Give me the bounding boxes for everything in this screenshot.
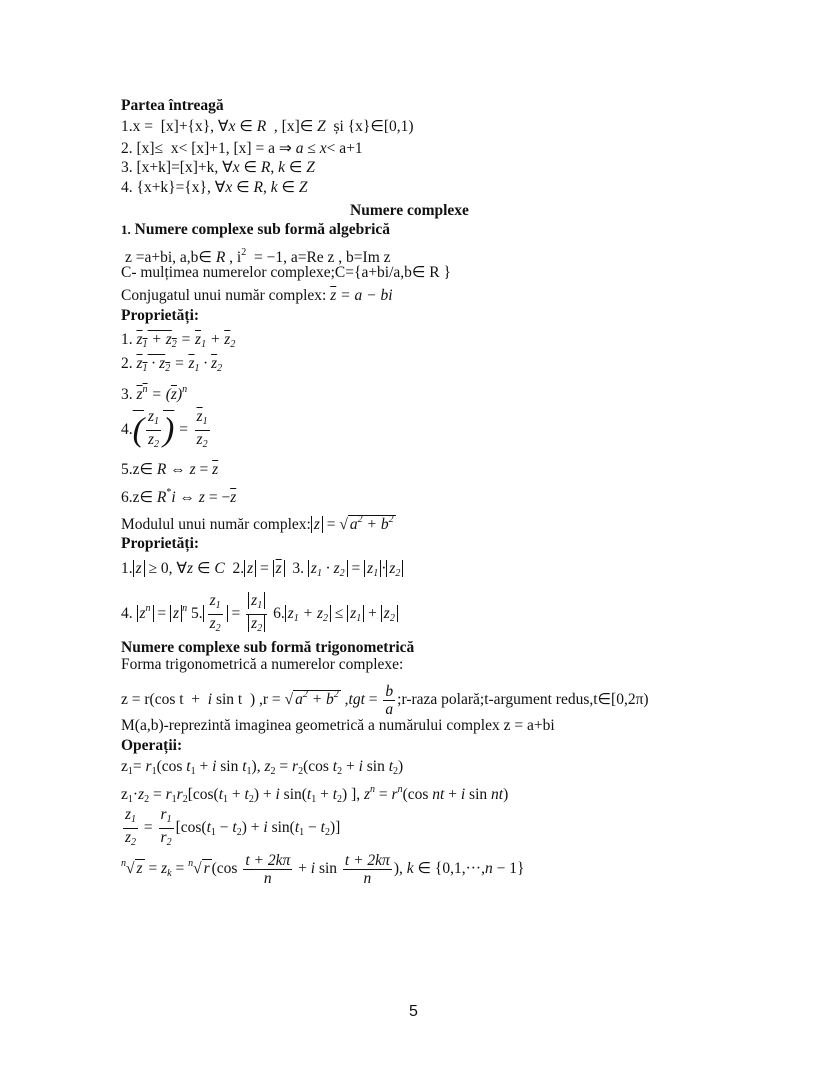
op-quotient: $\frac{z_1}{z_2}$ = $\frac{r_1}{r_2}$ [$\cos(t_1 - t_2) + i$ $\sin(t_1 - t_2)$]	[125, 806, 341, 848]
conj-prop-6: 6.z∈ R*i ⇔ $z = -\overline{z}$	[121, 487, 237, 506]
section-title-integer-part: Partea întreagă	[121, 97, 224, 114]
algebraic-definition: z =a+bi, a,b∈ R , $i^2 = -1$, a=Re z , b=Im z	[125, 247, 391, 266]
geometric-image: M(a,b)-reprezintă imaginea geometrică a numărului complex z = a+bi	[121, 717, 555, 734]
op-root: $^n$√ $z = z_k = ^n√$ r (cos $\frac{t + 2k\pi}{n}$ + i sin $\frac{t + 2k\pi}{n}$ ), k ∈ {0,1,···,n − 1}	[121, 852, 525, 887]
integer-prop-4: 4. {x+k}={x}, ∀x ∈ R, k ∈ Z	[121, 179, 308, 196]
page-number: 5	[409, 1003, 418, 1020]
subsection-trigonometric: Numere complexe sub formă trigonometrică	[121, 639, 415, 656]
trig-form: z = r(cos t + i sin t ) ,r = √ $a^2 + b^2$ ,tgt = $\frac{b}{a}$ ;r-raza polară;t-argument redus,t∈[0,2π)	[121, 683, 649, 718]
section-title-complex: Numere complexe	[350, 202, 469, 219]
properties-title-2: Proprietăți:	[121, 535, 200, 552]
mod-props-row-2: 4. $z^n = z$ $^n$ 5. $\frac{z_1}{z_2}$ = $\frac{z_1}{z_2}$ 6. $z_1 + z_2 \le z_1 + z_2$	[121, 592, 398, 637]
trig-intro: Forma trigonometrică a numerelor complexe:	[121, 656, 404, 673]
conj-prop-2: 2. $z_1 \cdot z_2 = \overline{z}_1 \cdot \overline{z}_2$	[121, 355, 223, 374]
integer-prop-1: 1.x = [x]+{x}, ∀x ∈ R , [x]∈ Z și {x}∈[0,1)	[121, 118, 414, 135]
properties-title-1: Proprietăți:	[121, 307, 200, 324]
operations-title: Operații:	[121, 737, 183, 754]
integer-prop-3: 3. [x+k]=[x]+k, ∀x ∈ R, k ∈ Z	[121, 159, 315, 176]
conj-prop-3: 3. $z^n = (\overline{z})^n$	[121, 384, 188, 403]
complex-set: C- mulțimea numerelor complexe;C={a+bi/a,b∈ R }	[121, 264, 451, 281]
op-definition: $z_1= r_1(\cos$ $t_1 + i$ $\sin t_1$), $z_2 = r_2(\cos$ $t_2 + i$ $\sin t_2$)	[121, 758, 404, 777]
conjugate-line: Conjugatul unui număr complex: $\overline{z} = a$ − bi	[121, 287, 393, 304]
op-product-power: $z_1\cdot z_2 = r_1r_2[\cos(t_1 + t_2) + i$ $\sin(t_1 + t_2)$ ], $z^n = r^n(\cos$ nt + i sin nt)	[121, 784, 509, 805]
subsection-algebraic: 1. Numere complexe sub formă algebrică	[121, 221, 391, 238]
integer-prop-2: 2. [x]≤ x< [x]+1, [x] = a ⇒ a ≤ x< a+1	[121, 140, 363, 157]
conj-prop-5: 5.z∈ R ⇔ $z = \overline{z}$	[121, 461, 219, 478]
conj-prop-1: 1. $z_1 + z_2 = \overline{z}_1 + \overline{z}_2$	[121, 331, 236, 350]
modulus-line: Modulul unui număr complex: z = √ $a^2 + b^2$	[121, 514, 394, 533]
mod-props-row-1: 1. z ≥ 0, ∀z ∈ C 2. $z = \overline{z}$ 3. $z_1 \cdot z_2 = z_1 \cdot z_2$	[121, 559, 403, 584]
conj-prop-4: 4.( $\frac{z_1}{z_2}$ ) = $\frac{\overline{z}_1}{z_2}$	[121, 408, 208, 450]
